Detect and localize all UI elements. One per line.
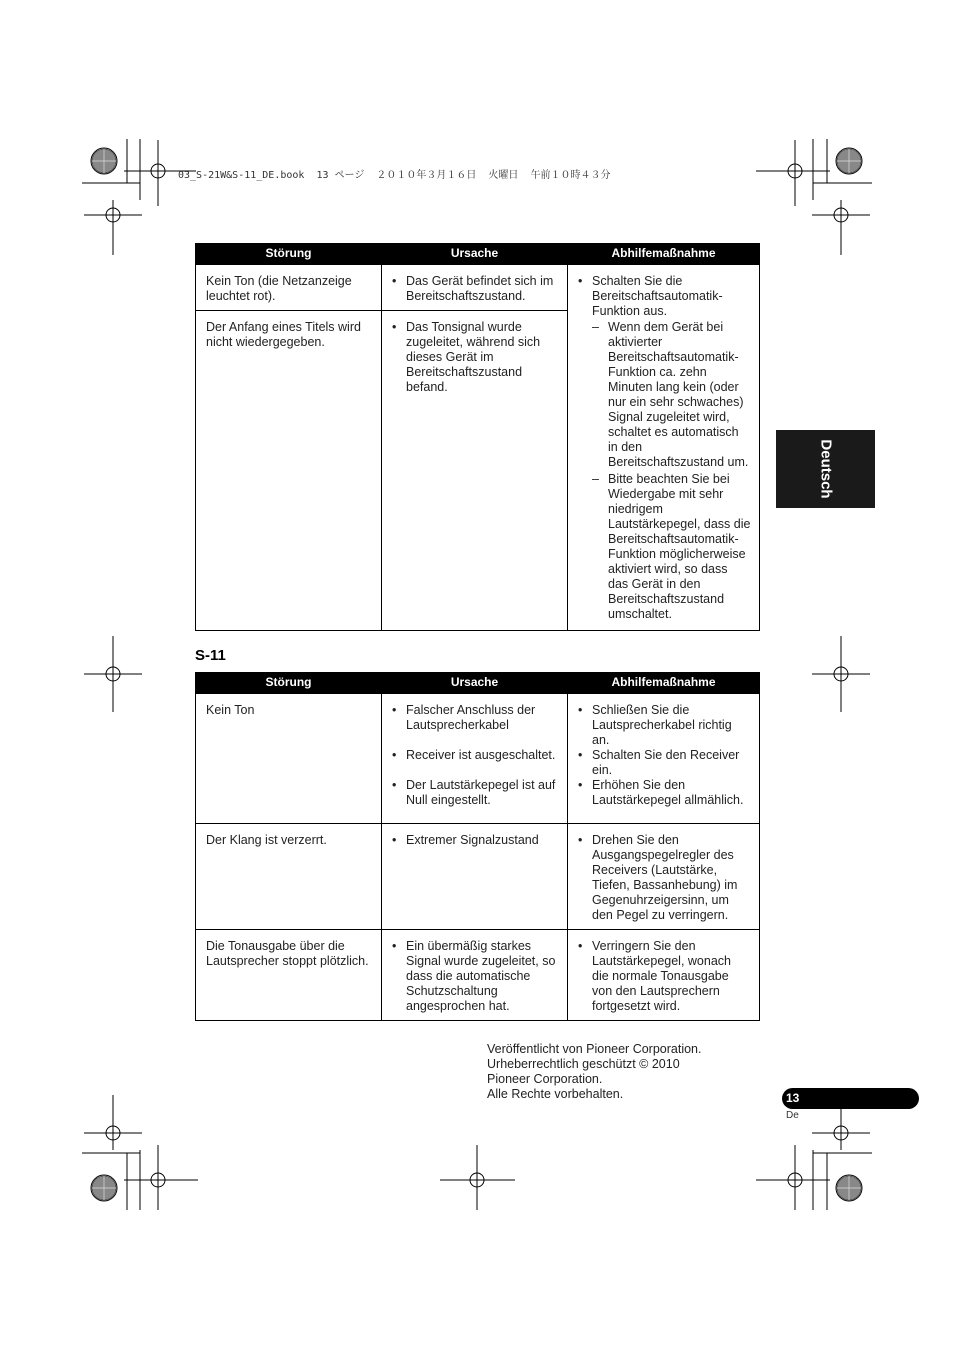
problem-cell: Der Klang ist verzerrt. [196,824,382,930]
remedy-item [578,274,751,622]
remedy-item: • Verringern Sie den Lautstärkepegel, wonach die normale Tonausgabe von den Lautsprechern fortgesetzt wird. [578,939,751,1014]
page-number-badge [782,1088,919,1109]
section-title: S-11 [195,647,226,664]
page-language-code: De [786,1110,799,1121]
cause-item: • Falscher Anschluss der Lautsprecherkabel [392,703,559,733]
cause-cell [382,694,568,824]
problem-cell: Kein Ton (die Netzanzeige leuchtet rot). [196,265,382,311]
troubleshooting-table-1 [195,243,760,631]
language-tab [776,430,875,508]
remedy-cell [568,824,760,930]
table-row [196,824,760,930]
language-tab-label: Deutsch [817,439,834,499]
remedy-note: – Bitte beachten Sie bei Wiedergabe mit sehr niedrigem Lautstärkepegel, dass die Bereitschaftsautomatik-Funktion möglicherweise aktiviert wird, so dass das Gerät in den Bereitschaftszustand umschaltet. [592,472,751,622]
remedy-cell [568,265,760,631]
remedy-note: – Wenn dem Gerät bei aktivierter Bereitschaftsautomatik-Funktion ca. zehn Minuten lang kein (oder nur ein sehr schwaches) Signal zugeleitet wird, schaltet es automatisch in den Bereitschaftszustand um. [592,320,751,470]
header-stoerung: Störung [196,672,382,694]
troubleshooting-table-2 [195,672,760,1021]
page-number: 13 [786,1091,800,1105]
remedy-cell [568,930,760,1021]
book-file-header: 03_S-21W&S-11_DE.book 13 ページ ２０１０年３月１６日 火曜日 午前１０時４３分 [178,170,611,181]
remedy-item: • Erhöhen Sie den Lautstärkepegel allmählich. [578,778,751,808]
cause-cell [382,265,568,311]
cause-item: • Der Lautstärkepegel ist auf Null eingestellt. [392,778,559,808]
remedy-item: • Drehen Sie den Ausgangspegelregler des Receivers (Lautstärke, Tiefen, Bassanhebung) im Gegenuhrzeigersinn, um den Pegel zu verringern. [578,833,751,923]
header-abhilfe: Abhilfemaßnahme [568,672,760,694]
imprint-line: Alle Rechte vorbehalten. [487,1087,624,1101]
header-stoerung: Störung [196,243,382,265]
cause-cell [382,311,568,631]
remedy-text: Schalten Sie die Bereitschaftsautomatik-Funktion aus. [592,274,723,318]
cause-item: • Ein übermäßig starkes Signal wurde zugeleitet, so dass die automatische Schutzschaltung angesprochen hat. [392,939,559,1014]
cause-item: • Extremer Signalzustand [392,833,559,848]
imprint-line: Urheberrechtlich geschützt © 2010 [487,1057,680,1071]
table-header-row [196,672,760,694]
remedy-item: • Schalten Sie den Receiver ein. [578,748,751,778]
problem-cell: Der Anfang eines Titels wird nicht wiedergegeben. [196,311,382,631]
remedy-cell [568,694,760,824]
cause-item: • Das Tonsignal wurde zugeleitet, während sich dieses Gerät im Bereitschaftszustand befand. [392,320,559,395]
imprint-line: Veröffentlicht von Pioneer Corporation. [487,1042,702,1056]
header-ursache: Ursache [382,672,568,694]
cause-item: • Das Gerät befindet sich im Bereitschaftszustand. [392,274,559,304]
cause-cell [382,930,568,1021]
header-abhilfe: Abhilfemaßnahme [568,243,760,265]
problem-cell: Kein Ton [196,694,382,824]
remedy-item: • Schließen Sie die Lautsprecherkabel richtig an. [578,703,751,748]
header-ursache: Ursache [382,243,568,265]
problem-cell: Die Tonausgabe über die Lautsprecher stoppt plötzlich. [196,930,382,1021]
table-header-row [196,243,760,265]
table-row [196,930,760,1021]
cause-item: • Receiver ist ausgeschaltet. [392,748,559,763]
imprint [487,1042,701,1102]
table-row [196,694,760,824]
imprint-line: Pioneer Corporation. [487,1072,603,1086]
table-row [196,265,760,311]
cause-cell [382,824,568,930]
